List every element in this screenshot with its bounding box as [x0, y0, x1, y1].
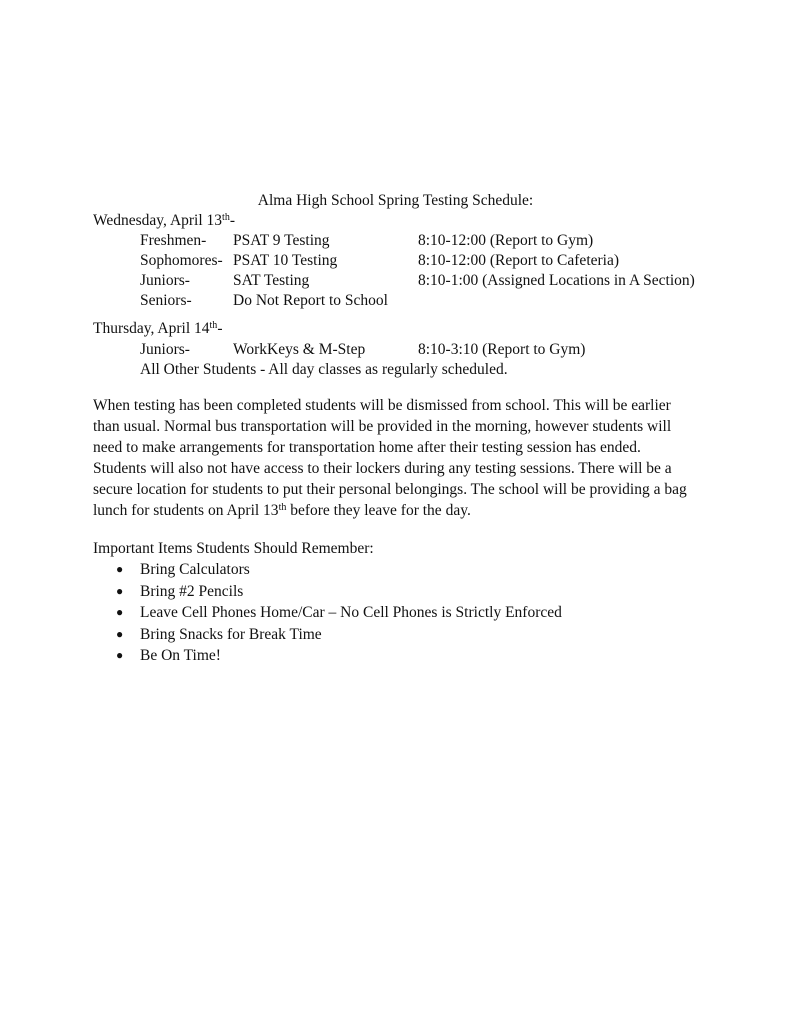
test-name: PSAT 10 Testing [233, 252, 338, 269]
test-name: WorkKeys & M-Step [233, 341, 366, 358]
test-name: Do Not Report to School [233, 292, 388, 309]
bullet-icon: ● [116, 562, 124, 576]
paragraph-line: Students will also not have access to their lockers during any testing sessions. There will be a [93, 460, 672, 477]
ordinal-suffix: th [278, 502, 287, 513]
bullet-icon: ● [116, 583, 124, 598]
test-time: 8:10-3:10 (Report to Gym) [418, 341, 586, 358]
test-name: SAT Testing [233, 272, 310, 289]
schedule-row [0, 231, 791, 251]
student-group: Seniors- [140, 292, 192, 309]
test-time: 8:10-12:00 (Report to Gym) [418, 232, 594, 249]
student-group: Juniors- [140, 341, 190, 358]
list-item-text: Leave Cell Phones Home/Car – No Cell Phones is Strictly Enforced [140, 604, 562, 621]
list-item-text: Bring #2 Pencils [140, 582, 244, 600]
student-group: Freshmen- [140, 232, 207, 249]
schedule-row [0, 291, 791, 311]
paragraph-line: secure location for students to put their personal belongings. The school will be providing a bag [93, 481, 687, 498]
day-heading-thursday [93, 319, 222, 339]
paragraph-line: When testing has been completed students will be dismissed from school. This will be earlier [93, 397, 671, 414]
day-label: Wednesday, April 13 [93, 212, 223, 229]
student-group: Sophomores- [140, 252, 223, 269]
dismissal-paragraph [93, 395, 713, 521]
schedule-row [0, 251, 791, 271]
student-group: Juniors- [140, 272, 190, 289]
paragraph-line: need to make arrangements for transportation home after their testing session has ended. [93, 439, 641, 456]
list-item-text: Bring Calculators [140, 561, 250, 578]
test-time: 8:10-1:00 (Assigned Locations in A Section) [418, 272, 695, 289]
day-ordinal-suffix: th [222, 212, 230, 223]
items-heading: Important Items Students Should Remember: [93, 540, 374, 557]
test-name: PSAT 9 Testing [233, 232, 330, 249]
schedule-row [0, 271, 791, 291]
document-title: Alma High School Spring Testing Schedule: [257, 192, 534, 209]
bullet-icon: ● [116, 605, 124, 619]
paragraph-line: than usual. Normal bus transportation will be provided in the morning, however students will [93, 418, 672, 435]
bullet-icon: ● [116, 648, 124, 662]
paragraph-text: before they leave for the day. [286, 502, 471, 519]
list-item-text: Be On Time! [140, 647, 221, 664]
schedule-row [0, 340, 791, 360]
list-item-text: Bring Snacks for Break Time [140, 625, 322, 643]
bullet-icon: ● [116, 626, 124, 641]
day-label: Thursday, April 14 [93, 320, 210, 337]
test-time: 8:10-12:00 (Report to Cafeteria) [418, 252, 620, 269]
paragraph-line [93, 500, 713, 521]
day-dash: - [229, 212, 235, 229]
day-heading-wednesday [93, 211, 235, 231]
paragraph-text: lunch for students on April 13 [93, 502, 279, 519]
other-students-note: All Other Students - All day classes as regularly scheduled. [140, 361, 508, 378]
day-ordinal-suffix: th [209, 320, 218, 331]
day-dash: - [217, 320, 223, 337]
